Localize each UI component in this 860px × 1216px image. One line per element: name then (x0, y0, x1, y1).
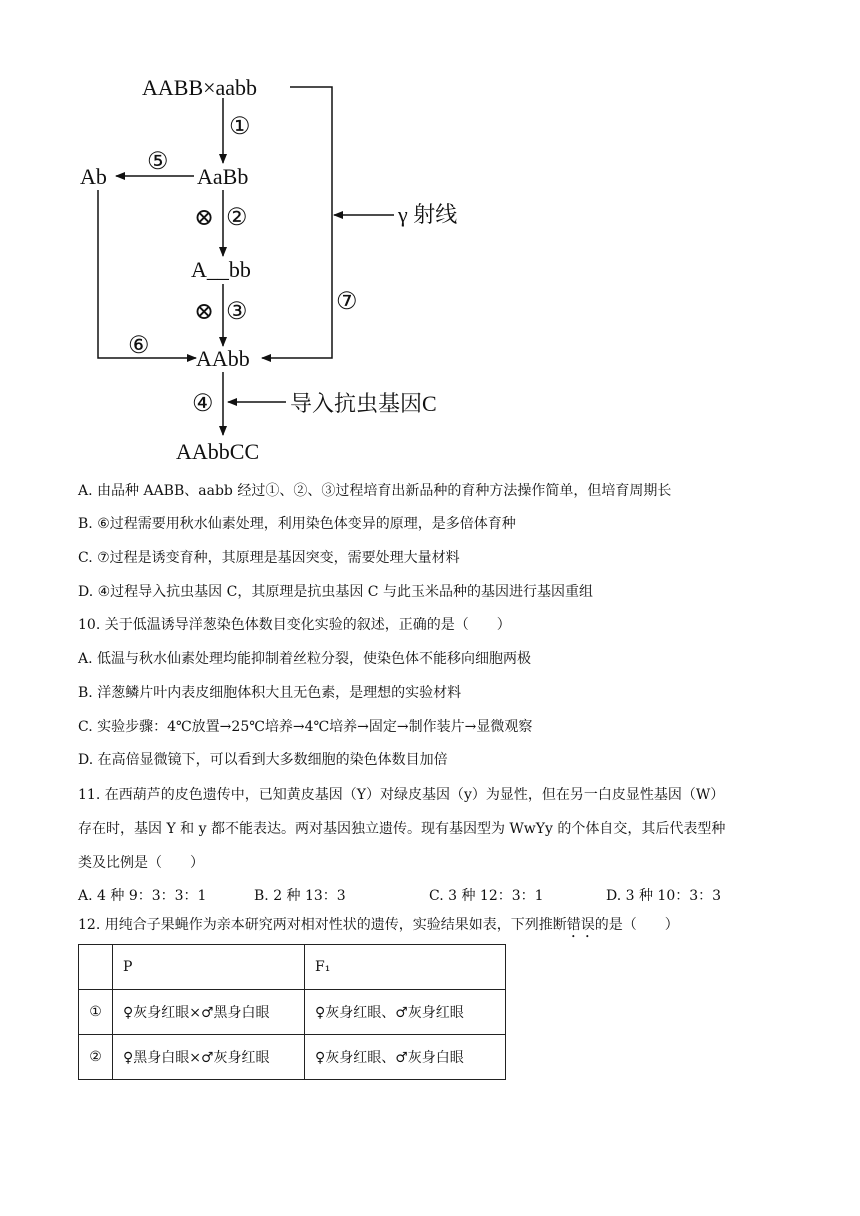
table-cell: ♀灰身红眼、♂灰身红眼 (305, 990, 506, 1035)
gamma-ray-label: γ 射线 (398, 202, 458, 227)
q9-option-c: C. ⑦过程是诱变育种，其原理是基因突变，需要处理大量材料 (78, 550, 460, 566)
arrow-step-7 (262, 87, 332, 358)
q11-option-a: A. 4 种 9：3：3：1 (78, 888, 207, 904)
step-4-label: ④ (192, 391, 214, 417)
step-6-label: ⑥ (128, 333, 150, 359)
table-cell: ♀黑身白眼×♂灰身红眼 (113, 1035, 305, 1080)
q10-option-b: B. 洋葱鳞片叶内表皮细胞体积大且无色素，是理想的实验材料 (78, 685, 462, 701)
target-label: AAbb (196, 346, 250, 371)
final-label: AAbbCC (176, 439, 260, 464)
table-cell: ② (79, 1035, 113, 1080)
f2-label: A__bb (191, 257, 251, 282)
table-header-cell (79, 945, 113, 990)
q12-stem-emphasis: 错误 (566, 917, 595, 933)
q12-stem (78, 914, 679, 941)
step-2-label: ② (226, 205, 248, 231)
breeding-diagram (0, 0, 860, 470)
q11-stem-line-3: 类及比例是（ ） (78, 855, 204, 871)
q10-option-a: A. 低温与秋水仙素处理均能抑制着丝粒分裂，使染色体不能移向细胞两极 (78, 651, 532, 667)
table-header-row (79, 945, 506, 990)
table-cell: ♀灰身红眼×♂黑身白眼 (113, 990, 305, 1035)
table-row (79, 990, 506, 1035)
table-cell: ♀灰身红眼、♂灰身白眼 (305, 1035, 506, 1080)
table-header-cell: P (113, 945, 305, 990)
q10-stem: 10. 关于低温诱导洋葱染色体数目变化实验的叙述，正确的是（ ） (78, 617, 511, 633)
table-header-cell: F₁ (305, 945, 506, 990)
q11-option-c: C. 3 种 12：3：1 (429, 888, 544, 904)
q9-option-b: B. ⑥过程需要用秋水仙素处理，利用染色体变异的原理，是多倍体育种 (78, 516, 516, 532)
table-cell: ① (79, 990, 113, 1035)
q10-option-c: C. 实验步骤：4℃放置→25℃培养→4℃培养→固定→制作装片→显微观察 (78, 719, 533, 735)
selfing-icon: ⊗ (194, 299, 215, 325)
q11-option-d: D. 3 种 10：3：3 (606, 888, 722, 904)
haploid-label: Ab (80, 164, 107, 189)
q12-stem-text: 12. 用纯合子果蝇作为亲本研究两对相对性状的遗传，实验结果如表，下列推断 (78, 917, 567, 933)
step-7-label: ⑦ (336, 289, 358, 315)
step-3-label: ③ (226, 299, 248, 325)
table-row (79, 1035, 506, 1080)
step-5-label: ⑤ (147, 149, 169, 175)
q10-option-d: D. 在高倍显微镜下，可以看到大多数细胞的染色体数目加倍 (78, 752, 448, 768)
q11-options (78, 885, 778, 905)
selfing-icon: ⊗ (194, 205, 215, 231)
q9-option-a: A. 由品种 AABB、aabb 经过①、②、③过程培育出新品种的育种方法操作简单，但培育周期长 (78, 483, 672, 499)
q11-stem-line-2: 存在时，基因 Y 和 y 都不能表达。两对基因独立遗传。现有基因型为 WwYy 的个体自交，其后代表型种 (78, 821, 726, 837)
q12-stem-tail: 的是（ ） (594, 917, 679, 933)
q12-table (78, 944, 506, 1080)
q11-stem-line-1: 11. 在西葫芦的皮色遗传中，已知黄皮基因（Y）对绿皮基因（y）为显性，但在另一白皮显性基因（W） (78, 787, 725, 803)
q9-option-d: D. ④过程导入抗虫基因 C，其原理是抗虫基因 C 与此玉米品种的基因进行基因重组 (78, 584, 593, 600)
gene-import-label: 导入抗虫基因C (290, 391, 437, 416)
f1-label: AaBb (197, 164, 249, 189)
q11-option-b: B. 2 种 13：3 (254, 888, 346, 904)
cross-label: AABB×aabb (142, 75, 258, 100)
step-1-label: ① (229, 114, 251, 140)
